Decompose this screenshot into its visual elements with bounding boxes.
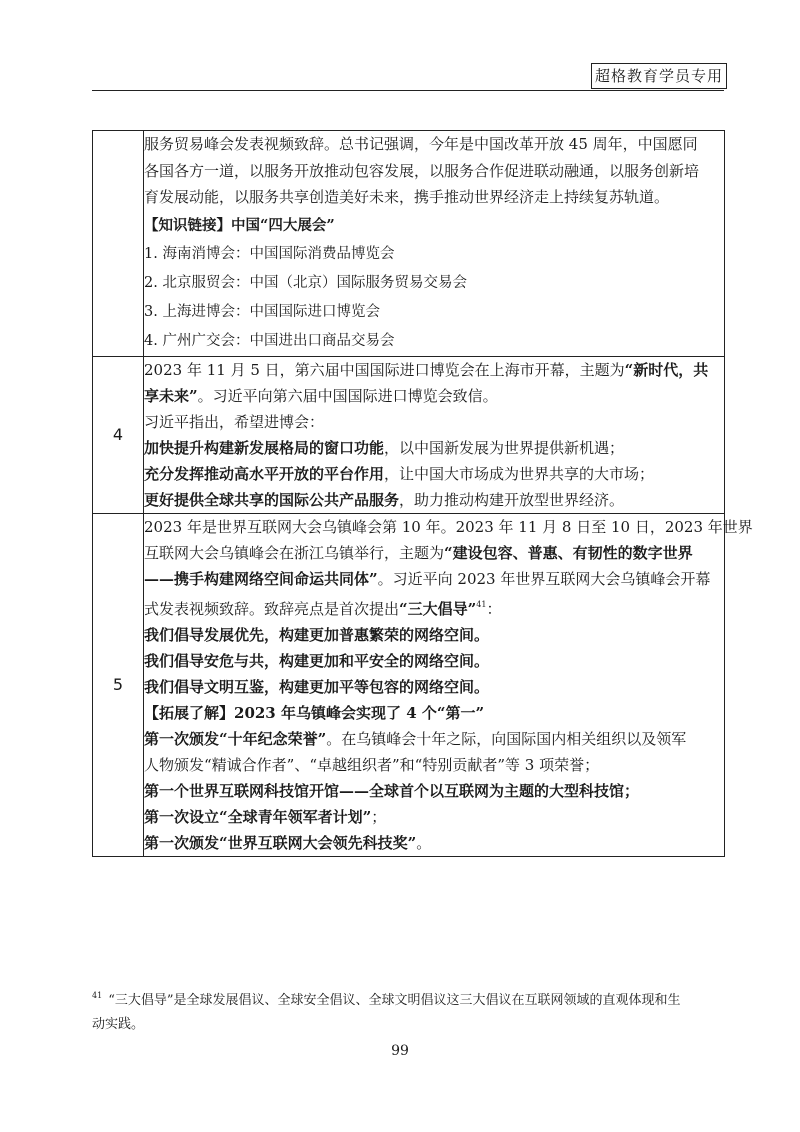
text-line: 加快提升构建新发展格局的窗口功能，以中国新发展为世界提供新机遇； — [144, 438, 625, 457]
knowledge-link-item: 1. 海南消博会：中国国际消费品博览会 — [144, 245, 395, 262]
text-line: 充分发挥推动高水平开放的平台作用，让中国大市场成为世界共享的大市场； — [144, 464, 655, 483]
row-number: 4 — [93, 356, 144, 513]
text-line: 式发表视频致辞。致辞亮点是首次提出“三大倡导”$^{41}$： — [144, 599, 502, 618]
knowledge-link-title: 【知识链接】中国“四大展会” — [144, 216, 335, 234]
text-line: 享未来”。习近平向第六届中国国际进口博览会致信。 — [144, 386, 498, 405]
knowledge-link-item: 3. 上海进博会：中国国际进口博览会 — [144, 303, 380, 320]
extension-title: 【拓展了解】2023 年乌镇峰会实现了 4 个“第一” — [144, 703, 485, 722]
row-content — [144, 356, 725, 513]
text-line: 我们倡导安危与共，构建更加和平安全的网络空间。 — [144, 651, 490, 670]
knowledge-link-item: 2. 北京服贸会：中国（北京）国际服务贸易交易会 — [144, 274, 467, 291]
header-rule — [92, 90, 724, 91]
text-line: 2023 年是世界互联网大会乌镇峰会第 10 年。2023 年 11 月 8 日至 10 日，2023 年世界 — [144, 517, 753, 536]
footnote-ref: 41 — [476, 599, 487, 609]
brand-label: 超格教育学员专用 — [591, 63, 727, 89]
text-line: 第一个世界互联网科技馆开馆——全球首个以互联网为主题的大型科技馆； — [144, 781, 640, 800]
text-line: 我们倡导文明互鉴，构建更加平等包容的网络空间。 — [144, 677, 490, 696]
table-row — [93, 513, 725, 856]
text-line: 更好提供全球共享的国际公共产品服务，助力推动构建开放型世界经济。 — [144, 490, 625, 509]
text-line: 第一次颁发“世界互联网大会领先科技奖”。 — [144, 833, 432, 852]
row-content — [144, 131, 725, 357]
footnote-text: 动实践。 — [92, 1017, 145, 1032]
text-line: ——携手构建网络空间命运共同体”。习近平向 2023 年世界互联网大会乌镇峰会开幕 — [144, 569, 711, 588]
table-row — [93, 131, 725, 357]
table-row — [93, 356, 725, 513]
row-number: 5 — [93, 513, 144, 856]
row-content — [144, 513, 753, 856]
footnote — [92, 984, 726, 1037]
text-line: 服务贸易峰会发表视频致辞。总书记强调，今年是中国改革开放 45 周年，中国愿同 — [144, 135, 698, 153]
page-number: 99 — [391, 1043, 409, 1059]
text-line: 我们倡导发展优先，构建更加普惠繁荣的网络空间。 — [144, 625, 490, 644]
text-line: 第一次颁发“十年纪念荣誉”。在乌镇峰会十年之际，向国际国内相关组织以及领军 — [144, 729, 687, 748]
knowledge-link-item: 4. 广州广交会：中国进出口商品交易会 — [144, 332, 395, 349]
text-line: 互联网大会乌镇峰会在浙江乌镇举行，主题为“建设包容、普惠、有韧性的数字世界 — [144, 543, 693, 562]
text-line: 人物颁发“精诚合作者”、“卓越组织者”和“特别贡献者”等 3 项荣誉； — [144, 755, 600, 774]
row-number — [93, 131, 144, 357]
content-table — [92, 130, 753, 857]
text-line: 第一次设立“全球青年领军者计划”； — [144, 807, 387, 826]
footnote-text: “三大倡导”是全球发展倡议、全球安全倡议、全球文明倡议这三大倡议在互联网领域的直观体现和生 — [108, 993, 681, 1008]
text-line: 各国各方一道，以服务开放推动包容发展，以服务合作促进联动融通，以服务创新培 — [144, 161, 700, 180]
text-line: 2023 年 11 月 5 日，第六届中国国际进口博览会在上海市开幕，主题为“新时代，共 — [144, 360, 709, 379]
footnote-number: 41 — [92, 991, 103, 1000]
text-line: 习近平指出，希望进博会： — [144, 412, 325, 431]
text-line: 育发展动能，以服务共享创造美好未来，携手推动世界经济走上持续复苏轨道。 — [144, 188, 670, 206]
